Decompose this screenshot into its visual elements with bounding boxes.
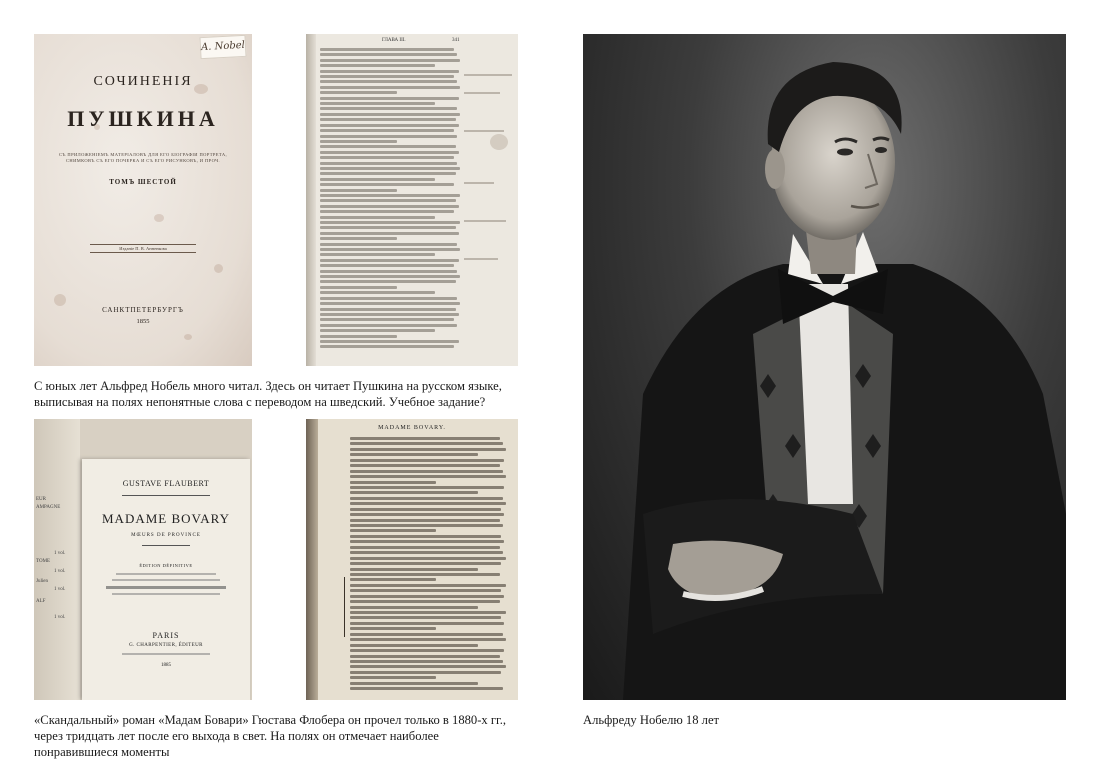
book-city: САНКТПЕТЕРБУРГЪ — [102, 306, 184, 314]
text-line — [320, 145, 456, 148]
text-line — [320, 86, 460, 89]
text-line — [350, 671, 501, 674]
text-line — [350, 481, 436, 484]
text-line — [350, 638, 506, 641]
publisher-city: PARIS — [152, 631, 180, 640]
book-publisher: Изданіе П. В. Анненкова — [90, 244, 196, 253]
text-line — [350, 687, 503, 690]
pushkin-text-page-photo — [306, 34, 518, 366]
behind-text: 1 vol. — [54, 569, 66, 574]
text-line — [350, 442, 503, 445]
behind-text: AMPAGNE — [36, 505, 61, 510]
text-line — [320, 80, 457, 83]
signature: A. Nobel — [199, 35, 246, 59]
text-line — [350, 627, 436, 630]
text-line — [350, 513, 504, 516]
text-line — [320, 221, 460, 224]
text-line — [350, 508, 501, 511]
text-line — [350, 589, 501, 592]
text-line — [320, 59, 460, 62]
text-line — [350, 546, 500, 549]
book-title: MADAME BOVARY — [102, 511, 230, 526]
text-line — [320, 264, 454, 267]
text-line — [350, 551, 503, 554]
text-line — [350, 573, 500, 576]
text-line — [320, 318, 454, 321]
text-line — [320, 113, 460, 116]
text-line — [320, 335, 397, 338]
text-line — [350, 519, 500, 522]
text-line — [320, 156, 454, 159]
title-page — [82, 459, 250, 700]
text-line — [320, 124, 459, 127]
text-line — [320, 189, 397, 192]
text-line — [320, 232, 459, 235]
behind-text: ALF — [36, 599, 46, 604]
text-line — [320, 167, 460, 170]
running-head: ГЛАВА III. — [382, 38, 406, 43]
behind-text: 1 vol. — [54, 587, 66, 592]
text-line — [320, 140, 397, 143]
behind-text: Julien — [36, 579, 48, 584]
text-line — [320, 210, 454, 213]
text-line — [320, 329, 435, 332]
text-line — [350, 535, 501, 538]
text-line — [320, 48, 454, 51]
text-line — [350, 491, 478, 494]
book-subtitle: MŒURS DE PROVINCE — [131, 533, 201, 538]
text-line — [350, 584, 506, 587]
book-title-line2: ПУШКИНА — [67, 106, 219, 131]
behind-text: 1 vol. — [54, 615, 66, 620]
pushkin-cover-photo — [34, 34, 252, 366]
text-line — [320, 64, 435, 67]
text-line — [320, 253, 435, 256]
text-line — [320, 308, 456, 311]
text-line — [320, 286, 397, 289]
text-line — [320, 340, 459, 343]
text-line — [350, 448, 506, 451]
book-author: GUSTAVE FLAUBERT — [122, 479, 210, 488]
text-line — [320, 102, 435, 105]
caption-bovary: «Скандальный» роман «Мадам Бовари» Гюстава Флобера он прочел только в 1880-х гг., через тридцать лет после его выхода в свет. На полях он отмечает наиболее понравившиеся моменты — [34, 713, 507, 759]
text-line — [350, 660, 503, 663]
text-line — [350, 616, 501, 619]
text-line — [320, 216, 435, 219]
text-line — [320, 243, 457, 246]
bovary-cover-photo — [34, 419, 252, 700]
text-line — [350, 622, 504, 625]
text-line — [350, 437, 500, 440]
text-line — [320, 297, 457, 300]
text-line — [350, 497, 503, 500]
text-line — [320, 270, 457, 273]
text-line — [320, 324, 457, 327]
text-line — [320, 183, 454, 186]
behind-text: TOME — [36, 559, 51, 564]
text-line — [320, 178, 435, 181]
text-line — [320, 70, 459, 73]
text-line — [350, 562, 501, 565]
text-line — [350, 595, 504, 598]
text-line — [350, 540, 504, 543]
margin-mark — [344, 577, 345, 637]
text-line — [350, 486, 504, 489]
text-line — [350, 578, 436, 581]
text-line — [350, 470, 503, 473]
text-line — [350, 502, 506, 505]
text-line — [350, 649, 504, 652]
book-edition: ÉDITION DÉFINITIVE — [139, 563, 193, 568]
portrait-photo — [583, 34, 1066, 700]
text-line — [350, 453, 478, 456]
text-block — [320, 48, 460, 356]
portrait-illustration — [583, 34, 1066, 700]
text-line — [350, 524, 503, 527]
caption-pushkin: С юных лет Альфред Нобель много читал. Здесь он читает Пушкина на русском языке, выписывая на полях непонятные слова с переводом на шведский. Учебное задание? — [34, 379, 502, 409]
text-line — [320, 97, 459, 100]
book-subtitle: СЪ ПРИЛОЖЕНІЕМЪ МАТЕРІАЛОВЪ ДЛЯ ЕГО БІОГРАФІИ ПОРТРЕТА, СНИМКОВЪ СЪ ЕГО ПОЧЕРКА И СЪ ЕГО РИСУНКОВЪ, И ПРОЧ. — [58, 152, 228, 163]
text-line — [350, 557, 506, 560]
text-line — [320, 75, 454, 78]
text-line — [320, 275, 460, 278]
text-line — [320, 194, 460, 197]
text-line — [350, 568, 478, 571]
text-line — [350, 644, 478, 647]
text-line — [350, 633, 503, 636]
text-line — [320, 172, 456, 175]
text-line — [320, 135, 457, 138]
behind-text: 1 vol. — [54, 551, 66, 556]
text-line — [320, 205, 459, 208]
text-line — [320, 345, 454, 348]
text-line — [350, 475, 506, 478]
text-line — [350, 459, 504, 462]
behind-text: EUR — [36, 497, 46, 502]
text-line — [350, 600, 500, 603]
book-volume: ТОМЪ ШЕСТОЙ — [109, 178, 177, 186]
text-line — [350, 655, 500, 658]
text-line — [320, 313, 459, 316]
text-line — [320, 162, 457, 165]
text-line — [320, 291, 435, 294]
text-line — [320, 91, 397, 94]
book-year: 1885 — [161, 663, 171, 668]
book-title-line1: СОЧИНЕНІЯ — [93, 74, 193, 89]
caption-portrait: Альфреду Нобелю 18 лет — [583, 713, 720, 727]
text-line — [350, 611, 506, 614]
text-line — [320, 248, 460, 251]
text-line — [320, 129, 454, 132]
bovary-text-page-photo — [306, 419, 518, 700]
text-line — [320, 118, 456, 121]
text-block — [350, 437, 506, 692]
text-line — [320, 259, 459, 262]
text-line — [320, 237, 397, 240]
text-line — [350, 529, 436, 532]
text-line — [350, 464, 500, 467]
text-line — [350, 676, 436, 679]
text-line — [320, 151, 459, 154]
text-line — [350, 665, 506, 668]
running-head: MADAME BOVARY. — [378, 425, 446, 431]
text-line — [320, 226, 456, 229]
text-line — [320, 199, 456, 202]
text-line — [320, 302, 460, 305]
publisher-name: G. CHARPENTIER, ÉDITEUR — [129, 643, 203, 648]
text-line — [350, 682, 478, 685]
page-number: 341 — [452, 38, 460, 43]
book-year: 1855 — [136, 318, 150, 325]
text-line — [320, 280, 456, 283]
text-line — [320, 53, 457, 56]
text-line — [320, 107, 457, 110]
text-line — [350, 606, 478, 609]
